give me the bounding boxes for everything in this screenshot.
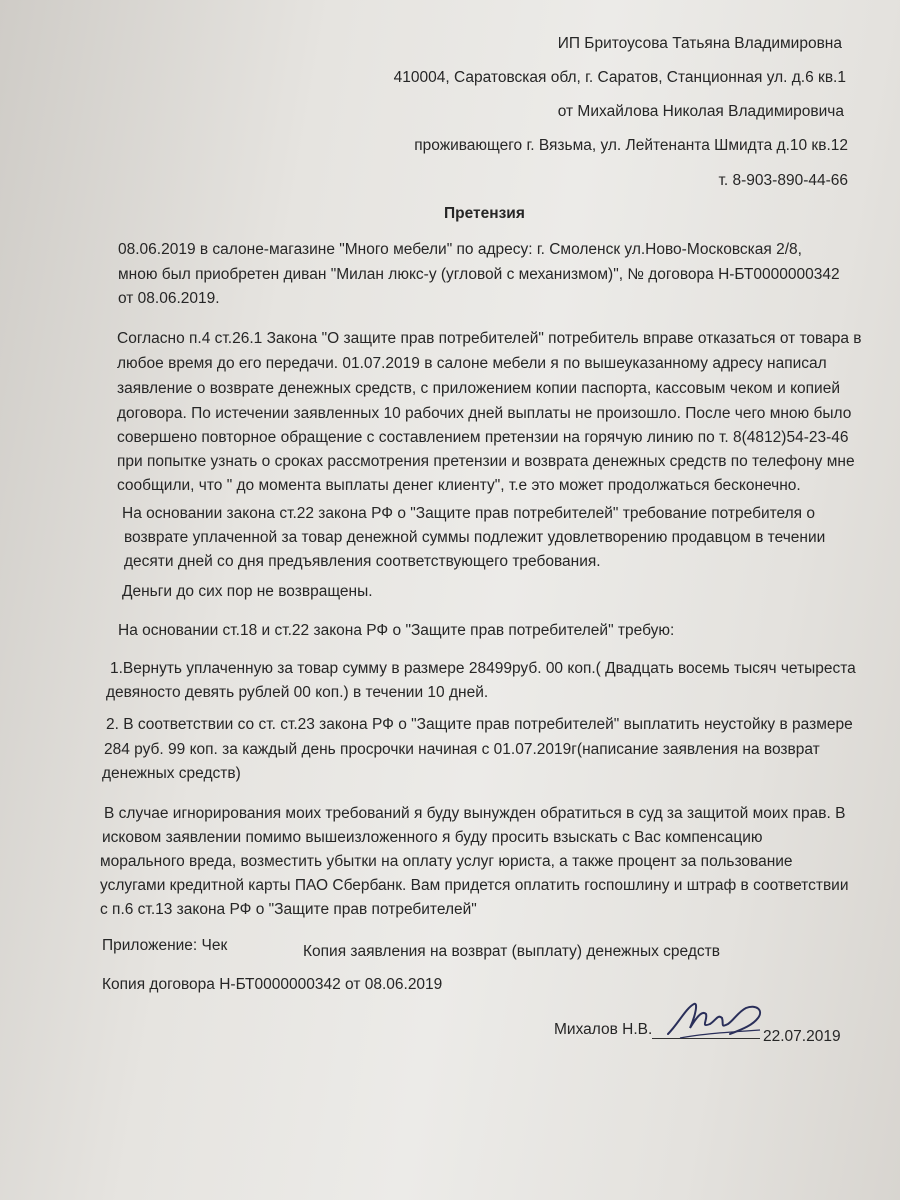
paragraph-3-line: На основании закона ст.22 закона РФ о "Защите прав потребителей" требование потребителя о — [122, 505, 815, 522]
demand-item-2-line: денежных средств) — [102, 765, 241, 782]
paragraph-2-line: при попытке узнать о сроках рассмотрения претензии и возврата денежных средств по телефону мне — [117, 453, 855, 470]
demand-item-1-line: девяносто девять рублей 00 коп.) в течении 10 дней. — [106, 684, 489, 701]
paragraph-3-line: десяти дней со дня предъявления соответствующего требования. — [124, 553, 601, 570]
recipient-name: ИП Бритоусова Татьяна Владимировна — [557, 35, 842, 52]
sender-address: проживающего г. Вязьма, ул. Лейтенанта Шмидта д.10 кв.12 — [414, 137, 848, 154]
attachment-contract-copy: Копия договора Н-БТ0000000342 от 08.06.2019 — [102, 976, 443, 993]
demand-item-1-line: 1.Вернуть уплаченную за товар сумму в размере 28499руб. 00 коп.( Двадцать восемь тысяч четыреста — [110, 660, 856, 677]
paragraph-3-line: возврате уплаченной за товар денежной суммы подлежит удовлетворению продавцом в течении — [124, 529, 826, 546]
paragraph-1-line: мною был приобретен диван "Милан люкс-у (угловой с механизмом)", № договора Н-БТ0000000342 — [118, 266, 840, 283]
signer-name: Михалов Н.В. — [554, 1021, 653, 1038]
handwritten-signature — [660, 994, 770, 1050]
recipient-address: 410004, Саратовская обл, г. Саратов, Станционная ул. д.6 кв.1 — [393, 69, 846, 86]
paragraph-6-line: с п.6 ст.13 закона РФ о "Защите прав потребителей" — [100, 901, 477, 918]
document-title: Претензия — [444, 205, 525, 222]
paragraph-2-line: совершено повторное обращение с составлением претензии на горячую линию по т. 8(4812)54-23-46 — [117, 429, 849, 446]
paragraph-2-line: договора. По истечении заявленных 10 рабочих дней выплаты не произошло. После чего мною было — [117, 405, 852, 422]
attachments-label: Приложение: Чек — [102, 937, 228, 954]
demand-item-2-line: 2. В соответствии со ст. ст.23 закона РФ о "Защите прав потребителей" выплатить неустойку в размере — [106, 716, 853, 733]
signature-date: 22.07.2019 — [763, 1028, 841, 1045]
paragraph-1-line: от 08.06.2019. — [118, 290, 220, 307]
paragraph-2-line: сообщили, что " до момента выплаты денег клиенту", т.е это может продолжаться бесконечно. — [117, 477, 801, 494]
attachment-application-copy: Копия заявления на возврат (выплату) денежных средств — [303, 943, 720, 960]
paragraph-6-line: услугами кредитной карты ПАО Сбербанк. Вам придется оплатить госпошлину и штраф в соответствии — [100, 877, 849, 894]
paragraph-1-line: 08.06.2019 в салоне-магазине "Много мебели" по адресу: г. Смоленск ул.Ново-Московская 2/8, — [118, 241, 802, 258]
paragraph-6-line: морального вреда, возместить убытки на оплату услуг юриста, а также процент за пользование — [100, 853, 793, 870]
paragraph-5: На основании ст.18 и ст.22 закона РФ о "Защите прав потребителей" требую: — [118, 622, 675, 639]
paragraph-4: Деньги до сих пор не возвращены. — [122, 583, 373, 600]
paragraph-6-line: исковом заявлении помимо вышеизложенного я буду просить взыскать с Вас компенсацию — [102, 829, 763, 846]
sender-phone: т. 8-903-890-44-66 — [718, 172, 848, 189]
paragraph-2-line: заявление о возврате денежных средств, с приложением копии паспорта, кассовым чеком и копией — [117, 380, 840, 397]
demand-item-2-line: 284 руб. 99 коп. за каждый день просрочки начиная с 01.07.2019г(написание заявления на возврат — [104, 741, 820, 758]
paragraph-6-line: В случае игнорирования моих требований я буду вынужден обратиться в суд за защитой моих прав. В — [104, 805, 846, 822]
paragraph-2-line: любое время до его передачи. 01.07.2019 в салоне мебели я по вышеуказанному адресу написал — [117, 355, 827, 372]
sender-name: от Михайлова Николая Владимировича — [557, 103, 844, 120]
paragraph-2-line: Согласно п.4 ст.26.1 Закона "О защите прав потребителей" потребитель вправе отказаться от товара в — [117, 330, 862, 347]
